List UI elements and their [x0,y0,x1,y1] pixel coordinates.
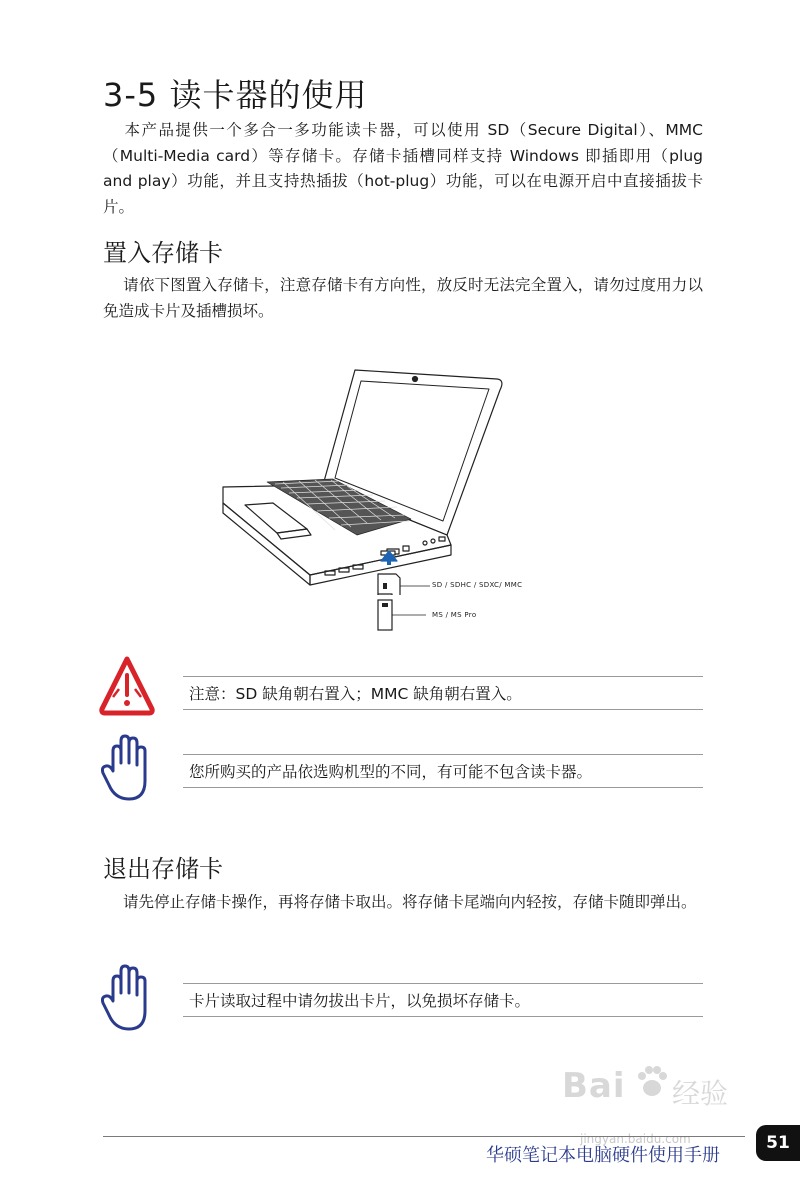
warning-icon [98,655,156,717]
warning-note-text: 注意：SD 缺角朝右置入；MMC 缺角朝右置入。 [189,685,522,703]
laptop-illustration [215,365,525,595]
hand-stop-icon [101,963,153,1033]
eject-card-heading: 退出存储卡 [103,855,223,883]
insert-card-heading: 置入存储卡 [103,239,223,267]
paw-icon [634,1064,670,1100]
info-note [183,754,703,788]
eject-text: 请先停止存储卡操作，再将存储卡取出。将存储卡尾端向内轻按，存储卡随即弹出。 [123,893,697,911]
ms-leader-line [392,612,428,618]
intro-paragraph [103,118,703,220]
eject-note [183,983,703,1017]
section-title: 3-5 读卡器的使用 [103,76,368,114]
watermark-cn: 经验 [672,1077,729,1110]
info-note-text: 您所购买的产品依选购机型的不同，有可能不包含读卡器。 [189,763,593,781]
footer-title: 华硕笔记本电脑硬件使用手册 [486,1145,720,1166]
watermark-url: jingyan.baidu.com [580,1132,691,1146]
warning-note [183,676,703,710]
footer-divider [103,1136,745,1137]
eject-paragraph [103,890,703,916]
intro-text: 本产品提供一个多合一多功能读卡器，可以使用 SD（Secure Digital）、MMC（Multi-Media card）等存储卡。存储卡插槽同样支持 Windows 即插即用（plug and play）功能，并且支持热插拔（hot-plug）功能，可以在电源开启中直接插拔卡片。 [103,121,703,216]
insert-text: 请依下图置入存储卡，注意存储卡有方向性，放反时无法完全置入，请勿过度用力以免造成卡片及插槽损坏。 [103,276,703,320]
hand-stop-icon [101,733,153,803]
watermark-brand: Bai [562,1066,626,1106]
ms-card-label: MS / MS Pro [432,611,477,619]
insert-paragraph [103,273,703,324]
eject-note-text: 卡片读取过程中请勿拔出卡片，以免损坏存储卡。 [189,992,531,1010]
sd-card-label: SD / SDHC / SDXC/ MMC [432,581,523,589]
page-number: 51 [756,1125,800,1161]
